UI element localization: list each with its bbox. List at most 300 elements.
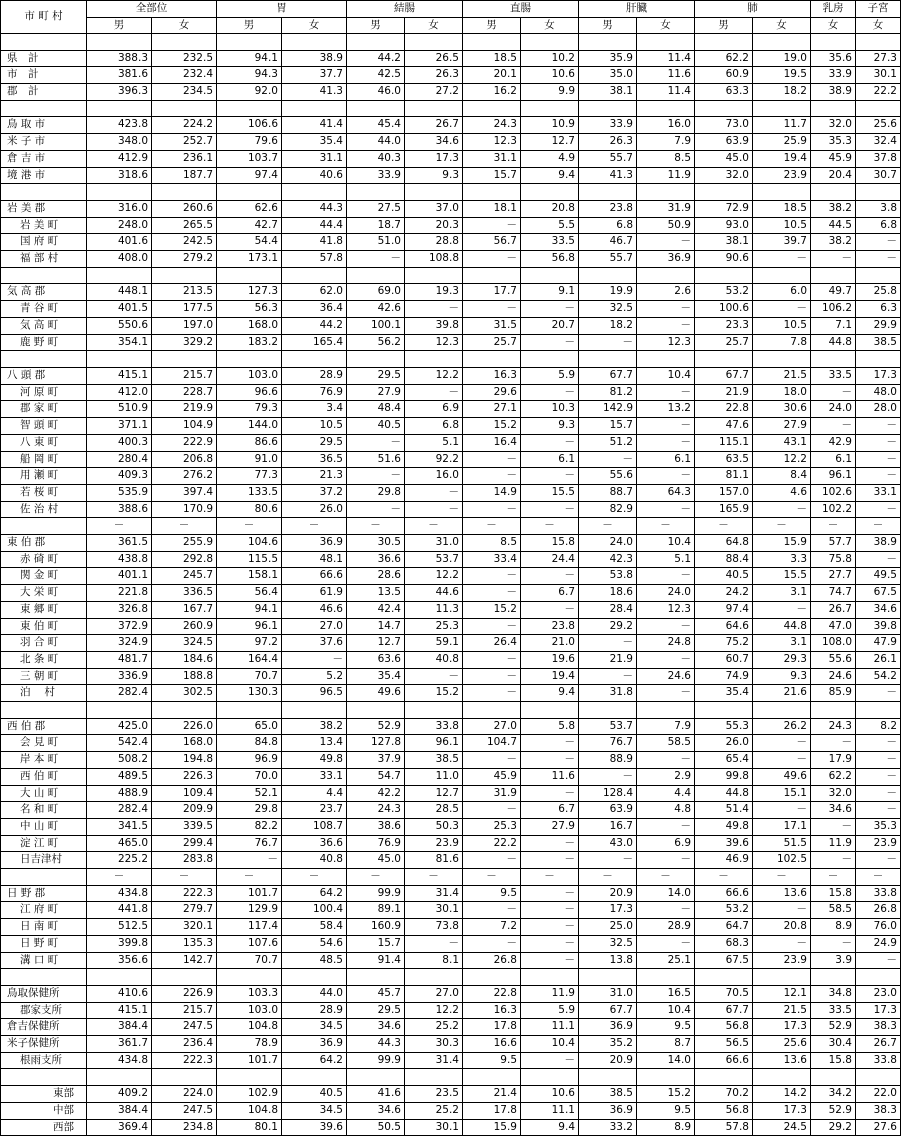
value-cell: 11.4 [637,50,695,67]
empty-cell [521,100,579,117]
empty-cell [856,34,901,51]
empty-cell [1,351,87,368]
value-cell: － [463,585,521,602]
value-cell: 55.7 [579,251,637,268]
table-row [1,167,901,184]
table-row [1,635,901,652]
value-cell: 130.3 [217,685,282,702]
value-cell: 56.7 [463,234,521,251]
empty-cell [521,702,579,719]
value-cell: 512.5 [87,919,152,936]
value-cell: 142.7 [152,952,217,969]
value-cell: 434.8 [87,885,152,902]
value-cell: 34.5 [282,1019,347,1036]
value-cell: － [856,852,901,869]
value-cell: 388.6 [87,501,152,518]
value-cell: 4.9 [521,150,579,167]
value-cell: 5.1 [637,551,695,568]
empty-cell [282,351,347,368]
value-cell: 12.7 [521,134,579,151]
value-cell: 21.4 [463,1086,521,1103]
value-cell: 20.9 [579,1052,637,1069]
empty-cell [579,1069,637,1086]
value-cell: 12.3 [463,134,521,151]
value-cell: 42.3 [579,551,637,568]
value-cell: 26.0 [695,735,753,752]
value-cell: 11.1 [521,1019,579,1036]
table-row [1,284,901,301]
value-cell: 5.9 [521,1002,579,1019]
value-cell: 170.9 [152,501,217,518]
empty-cell [1,702,87,719]
value-cell: 11.6 [521,768,579,785]
value-cell: 27.0 [463,718,521,735]
value-cell: 17.8 [463,1019,521,1036]
row-label: 若 桜 町 [1,484,87,501]
value-cell: 36.6 [282,835,347,852]
value-cell: 28.4 [579,601,637,618]
value-cell: 9.5 [637,1019,695,1036]
value-cell: 70.5 [695,985,753,1002]
value-cell: 24.8 [637,635,695,652]
value-cell: 56.4 [217,585,282,602]
value-cell: 27.6 [856,1119,901,1136]
value-cell: 96.5 [282,685,347,702]
value-cell: 24.3 [463,117,521,134]
value-cell: － [753,501,811,518]
value-cell: 24.3 [347,802,405,819]
value-cell: 252.7 [152,134,217,151]
value-cell: 34.6 [347,1019,405,1036]
value-cell: 127.3 [217,284,282,301]
value-cell: 53.7 [579,718,637,735]
value-cell: 99.9 [347,885,405,902]
value-cell: 46.0 [347,84,405,101]
header-group-stomach: 胃 [217,1,347,18]
value-cell: 77.3 [217,468,282,485]
header-female: 女 [282,17,347,34]
value-cell: 16.0 [405,468,463,485]
empty-cell [405,267,463,284]
value-cell: 142.9 [579,401,637,418]
table-row [1,501,901,518]
value-cell: 64.2 [282,1052,347,1069]
empty-cell [405,1069,463,1086]
row-label: 気 高 町 [1,317,87,334]
value-cell: 48.0 [856,384,901,401]
value-cell: 25.3 [463,818,521,835]
value-cell: 28.9 [282,367,347,384]
value-cell: 44.0 [282,985,347,1002]
value-cell: 441.8 [87,902,152,919]
value-cell: 245.7 [152,568,217,585]
empty-cell [811,351,856,368]
value-cell: 22.8 [695,401,753,418]
value-cell: 324.5 [152,635,217,652]
value-cell: 29.5 [282,434,347,451]
value-cell: 16.7 [579,818,637,835]
empty-cell [753,351,811,368]
row-label: 船 岡 町 [1,451,87,468]
empty-cell [579,267,637,284]
value-cell: 42.9 [811,434,856,451]
value-cell: 12.2 [405,367,463,384]
table-row [1,251,901,268]
value-cell: 222.9 [152,434,217,451]
value-cell: 26.7 [405,117,463,134]
value-cell: 224.0 [152,1086,217,1103]
row-label: 三 朝 町 [1,668,87,685]
value-cell: － [811,418,856,435]
table-row [1,1119,901,1136]
table-row [1,1036,901,1053]
empty-cell [753,1069,811,1086]
empty-cell [1,518,87,535]
value-cell: 14.2 [753,1086,811,1103]
row-label: 郡家支所 [1,1002,87,1019]
table-row [1,685,901,702]
value-cell: 30.3 [405,1036,463,1053]
empty-cell [405,34,463,51]
value-cell: 67.7 [579,367,637,384]
value-cell: 12.3 [405,334,463,351]
value-cell: 236.4 [152,1036,217,1053]
value-cell: 16.0 [637,117,695,134]
empty-cell [1,34,87,51]
value-cell: 62.6 [217,200,282,217]
value-cell: 81.1 [695,468,753,485]
table-row [1,919,901,936]
value-cell: 15.8 [811,1052,856,1069]
value-cell: 219.9 [152,401,217,418]
value-cell: 53.2 [695,284,753,301]
table-row [1,334,901,351]
value-cell: 34.6 [856,601,901,618]
empty-cell [695,267,753,284]
value-cell: － [87,869,152,886]
value-cell: 401.5 [87,301,152,318]
value-cell: 17.9 [811,752,856,769]
table-row [1,551,901,568]
row-label: 境 港 市 [1,167,87,184]
value-cell: 102.2 [811,501,856,518]
table-body [1,34,901,1136]
value-cell: 336.5 [152,585,217,602]
value-cell: 48.5 [282,952,347,969]
value-cell: － [637,852,695,869]
value-cell: 82.2 [217,818,282,835]
value-cell: 20.9 [579,885,637,902]
value-cell: － [753,601,811,618]
row-label: 郡 家 町 [1,401,87,418]
value-cell: 11.0 [405,768,463,785]
value-cell: 70.7 [217,668,282,685]
value-cell: 33.5 [811,1002,856,1019]
table-row [1,418,901,435]
value-cell: 33.1 [856,484,901,501]
value-cell: 26.7 [856,1036,901,1053]
value-cell: 33.8 [856,885,901,902]
empty-cell [217,184,282,201]
empty-cell [856,969,901,986]
empty-cell [579,100,637,117]
value-cell: － [753,869,811,886]
value-cell: － [856,685,901,702]
table-row [1,200,901,217]
value-cell: 16.3 [463,1002,521,1019]
value-cell: 97.2 [217,635,282,652]
value-cell: 38.3 [856,1102,901,1119]
value-cell: 388.3 [87,50,152,67]
value-cell: 49.7 [811,284,856,301]
empty-cell [152,34,217,51]
empty-cell [1,267,87,284]
value-cell: 96.1 [405,735,463,752]
value-cell: 76.7 [217,835,282,852]
value-cell: 76.9 [282,384,347,401]
value-cell: 100.4 [282,902,347,919]
value-cell: － [637,301,695,318]
value-cell: 7.9 [637,134,695,151]
value-cell: 31.9 [463,785,521,802]
row-label: 大 山 町 [1,785,87,802]
value-cell: 15.2 [637,1086,695,1103]
empty-cell [347,34,405,51]
value-cell: － [152,518,217,535]
value-cell: 38.5 [579,1086,637,1103]
value-cell: 85.9 [811,685,856,702]
value-cell: 42.7 [217,217,282,234]
value-cell: 24.0 [811,401,856,418]
value-cell: － [87,518,152,535]
header-male: 男 [87,17,152,34]
value-cell: 51.4 [695,802,753,819]
value-cell: 369.4 [87,1119,152,1136]
value-cell: 75.8 [811,551,856,568]
value-cell: 11.6 [637,67,695,84]
value-cell: 33.9 [347,167,405,184]
value-cell: 336.9 [87,668,152,685]
value-cell: － [463,618,521,635]
value-cell: 16.3 [463,367,521,384]
value-cell: 39.6 [695,835,753,852]
value-cell: 27.3 [856,50,901,67]
table-row [1,835,901,852]
value-cell: － [463,468,521,485]
value-cell: 102.9 [217,1086,282,1103]
value-cell: 133.5 [217,484,282,501]
value-cell: 49.8 [282,752,347,769]
table-row [1,234,901,251]
row-label: 中 山 町 [1,818,87,835]
value-cell: 425.0 [87,718,152,735]
value-cell: 11.9 [521,985,579,1002]
value-cell: － [856,501,901,518]
value-cell: 37.9 [347,752,405,769]
value-cell: 74.9 [695,668,753,685]
value-cell: 56.8 [695,1019,753,1036]
value-cell: 49.8 [695,818,753,835]
value-cell: 10.4 [637,1002,695,1019]
value-cell: 56.3 [217,301,282,318]
value-cell: 60.7 [695,651,753,668]
empty-cell [753,34,811,51]
empty-cell [87,34,152,51]
value-cell: 164.4 [217,651,282,668]
value-cell: 29.8 [347,484,405,501]
empty-cell [152,702,217,719]
value-cell: － [463,668,521,685]
table-row [1,67,901,84]
value-cell: 412.9 [87,150,152,167]
value-cell: 194.8 [152,752,217,769]
value-cell: 318.6 [87,167,152,184]
header-region: 市 町 村 [1,1,87,34]
value-cell: 47.0 [811,618,856,635]
empty-cell [753,702,811,719]
row-label: 会 見 町 [1,735,87,752]
value-cell: － [856,785,901,802]
value-cell: 42.2 [347,785,405,802]
table-row [1,434,901,451]
value-cell: 488.9 [87,785,152,802]
row-label: 中部 [1,1102,87,1119]
value-cell: 24.4 [521,551,579,568]
value-cell: 38.2 [811,234,856,251]
value-cell: 20.8 [521,200,579,217]
row-label: 国 府 町 [1,234,87,251]
value-cell: － [811,384,856,401]
empty-cell [811,1069,856,1086]
value-cell: 101.7 [217,1052,282,1069]
value-cell: 37.0 [405,200,463,217]
table-row [1,768,901,785]
value-cell: － [579,869,637,886]
value-cell: － [811,869,856,886]
value-cell: 127.8 [347,735,405,752]
value-cell: 51.2 [579,434,637,451]
value-cell: 104.7 [463,735,521,752]
value-cell: 25.1 [637,952,695,969]
value-cell: 5.5 [521,217,579,234]
value-cell: 23.8 [521,618,579,635]
value-cell: 247.5 [152,1019,217,1036]
value-cell: 55.6 [811,651,856,668]
value-cell: 260.6 [152,200,217,217]
value-cell: 9.5 [463,1052,521,1069]
value-cell: 92.0 [217,84,282,101]
value-cell: 13.8 [579,952,637,969]
value-cell: 99.8 [695,768,753,785]
value-cell: － [856,468,901,485]
value-cell: 55.7 [579,150,637,167]
value-cell: 15.7 [347,935,405,952]
value-cell: － [856,434,901,451]
value-cell: 361.5 [87,535,152,552]
dash-row [1,518,901,535]
value-cell: 104.9 [152,418,217,435]
row-label: 市 計 [1,67,87,84]
value-cell: 51.6 [347,451,405,468]
value-cell: 103.0 [217,367,282,384]
empty-cell [695,351,753,368]
value-cell: 10.5 [753,217,811,234]
value-cell: － [521,501,579,518]
value-cell: － [695,518,753,535]
value-cell: 10.3 [521,401,579,418]
row-label: 関 金 町 [1,568,87,585]
value-cell: 61.9 [282,585,347,602]
value-cell: 21.9 [579,651,637,668]
value-cell: 63.9 [695,134,753,151]
value-cell: 372.9 [87,618,152,635]
value-cell: － [405,935,463,952]
value-cell: － [637,685,695,702]
value-cell: 23.9 [753,952,811,969]
value-cell: － [637,468,695,485]
value-cell: 18.1 [463,200,521,217]
empty-cell [347,1069,405,1086]
value-cell: 384.4 [87,1102,152,1119]
value-cell: 44.8 [695,785,753,802]
value-cell: 35.4 [695,685,753,702]
value-cell: 51.5 [753,835,811,852]
empty-cell [521,351,579,368]
value-cell: 44.5 [811,217,856,234]
value-cell: 22.2 [856,84,901,101]
empty-cell [521,34,579,51]
empty-cell [347,184,405,201]
value-cell: 226.3 [152,768,217,785]
value-cell: 28.0 [856,401,901,418]
value-cell: － [463,251,521,268]
value-cell: 33.5 [521,234,579,251]
value-cell: 401.1 [87,568,152,585]
value-cell: 39.7 [753,234,811,251]
row-label: 西 伯 町 [1,768,87,785]
value-cell: 53.2 [695,902,753,919]
value-cell: 40.3 [347,150,405,167]
value-cell: 381.6 [87,67,152,84]
value-cell: 15.7 [463,167,521,184]
value-cell: 32.0 [695,167,753,184]
header-row-groups [1,1,901,18]
value-cell: 11.9 [811,835,856,852]
empty-cell [463,100,521,117]
value-cell: 76.7 [579,735,637,752]
value-cell: 25.0 [579,919,637,936]
table-row [1,935,901,952]
value-cell: 8.5 [637,150,695,167]
value-cell: 69.0 [347,284,405,301]
value-cell: 12.3 [637,601,695,618]
value-cell: 91.0 [217,451,282,468]
value-cell: － [856,251,901,268]
value-cell: 24.0 [579,535,637,552]
value-cell: 354.1 [87,334,152,351]
value-cell: 213.5 [152,284,217,301]
value-cell: 41.4 [282,117,347,134]
value-cell: － [463,217,521,234]
value-cell: 36.9 [282,1036,347,1053]
value-cell: 64.6 [695,618,753,635]
value-cell: 20.8 [753,919,811,936]
value-cell: － [637,234,695,251]
value-cell: 66.6 [695,885,753,902]
value-cell: － [521,301,579,318]
table-row [1,852,901,869]
value-cell: － [347,434,405,451]
